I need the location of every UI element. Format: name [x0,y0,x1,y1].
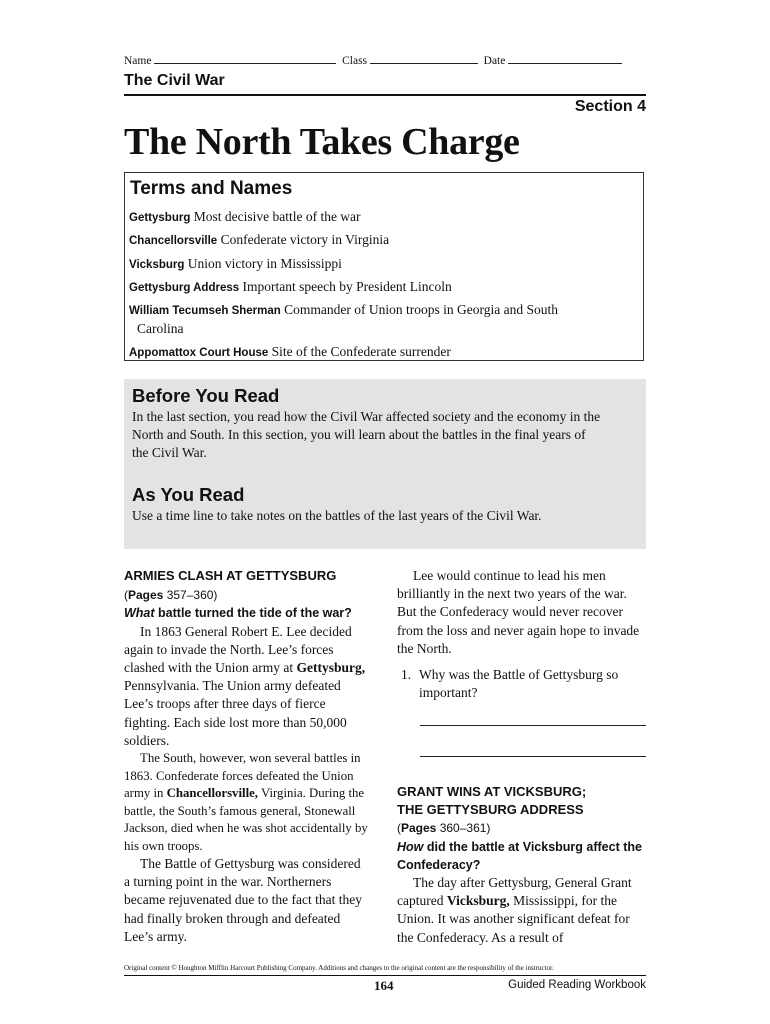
before-text: In the last section, you read how the Civil War affected society and the economy in the North and South. In this section, you will learn about the battles in the final years of the Civil War. [132,409,601,460]
term-item [129,301,634,338]
pages-range: 360–361 [439,821,487,836]
right-column [397,567,646,702]
student-info-line [124,52,646,67]
term-definition: Most decisive battle of the war [193,209,361,224]
text-run: The day after Gettysburg, General Grant captured [397,875,632,909]
guiding-question [124,604,368,622]
term-definition: Commander of Union troops in Georgia and South [284,302,559,317]
question-word: What [124,606,155,621]
term-definition: Confederate victory in Virginia [220,232,390,247]
section-heading: ARMIES CLASH AT GETTYSBURG [124,568,337,583]
unit-title: The Civil War [124,72,225,89]
term-definition: Important speech by President Lincoln [242,279,452,294]
paragraph: The Battle of Gettysburg was considered a turning point in the war. Northerners became rejuvenated due to the fact that they had finally broken through and defeated Lee’s army. [124,856,363,944]
text-run: Virginia. During the battle, the South’s famous general, Stonewall Jackson, died when he was shot accidentally by his own troops. [124,786,368,853]
term-name: Vicksburg [129,259,185,271]
term-name: Chancellorsville [129,235,218,247]
term-item [129,231,634,250]
page-number: 164 [374,978,394,993]
class-blank[interactable] [370,52,478,64]
reading-guide-box [124,379,646,549]
term-item [129,278,634,297]
page-title: The North Takes Charge [124,121,520,163]
key-term: Gettysburg, [296,660,366,676]
term-name: Appomattox Court House [129,347,269,359]
pages-label: Pages [401,821,437,836]
text-run: Pennsylvania. The Union army defeated Lee’s troops after three days of fierce fighting. Each side lost more than 50,000 soldiers. [124,678,347,748]
left-column [124,567,368,946]
text-run: Mississippi, for the Union. It was another significant defeat for the Confederacy. As a result of [397,893,630,945]
class-label: Class [342,55,368,67]
term-name: William Tecumseh Sherman [129,305,281,317]
footer-rule [124,975,646,976]
name-label: Name [124,55,152,67]
key-term: Chancellorsville, [166,786,259,801]
term-name: Gettysburg [129,212,191,224]
guiding-question [397,838,646,874]
term-item [129,255,634,274]
term-definition-cont: Carolina [137,321,184,336]
text-run: The South, however, won several battles in 1863. Confederate forces defeated the Union army in [124,751,361,801]
section-heading: THE GETTYSBURG ADDRESS [397,802,584,818]
terms-heading: Terms and Names [130,178,293,199]
section-label: Section 4 [574,98,646,115]
paragraph [397,874,646,947]
key-term: Vicksburg, [446,893,510,909]
paragraph [124,750,368,855]
question-text: did the battle at Vicksburg affect the Confederacy? [397,839,642,872]
pages-label: Pages [128,588,164,603]
paragraph [124,623,368,750]
right-column-section [397,783,646,947]
question-text: battle turned the tide of the war? [158,606,352,621]
term-item [129,343,634,362]
header-rule [124,94,646,96]
copyright-note: Original content © Houghton Mifflin Harcourt Publishing Company. Additions and changes to the original content are the responsibility of the instructor. [124,964,554,972]
answer-line[interactable] [420,756,646,757]
section-heading: GRANT WINS AT VICKSBURG; [397,784,587,799]
review-question [397,666,646,702]
pages-range: 357–360 [166,588,214,603]
question-word: How [397,839,424,854]
question-number: 1. [401,667,412,683]
before-heading: Before You Read [132,385,280,406]
paragraph: Lee would continue to lead his men brilliantly in the next two years of the war. But the Confederacy would never recover from the loss and never again hope to invade the North. [397,568,640,656]
term-definition: Site of the Confederate surrender [271,344,451,359]
asyouread-text: Use a time line to take notes on the battles of the last years of the Civil War. [132,508,542,523]
workbook-title: Guided Reading Workbook [508,979,646,991]
question-text: Why was the Battle of Gettysburg so important? [419,667,619,701]
text-run: In 1863 General Robert E. Lee decided again to invade the North. Lee’s forces clashed with the Union army at [124,623,352,676]
answer-line[interactable] [420,725,646,726]
asyouread-heading: As You Read [132,484,245,505]
terms-box [124,172,644,361]
pages-ref: (Pages 357–360) [124,588,218,603]
date-blank[interactable] [508,52,622,64]
date-label: Date [483,55,506,67]
pages-ref: (Pages 360–361) [397,821,491,836]
term-name: Gettysburg Address [129,282,240,294]
term-definition: Union victory in Mississippi [187,256,342,271]
term-item [129,208,634,227]
name-blank[interactable] [154,52,336,64]
